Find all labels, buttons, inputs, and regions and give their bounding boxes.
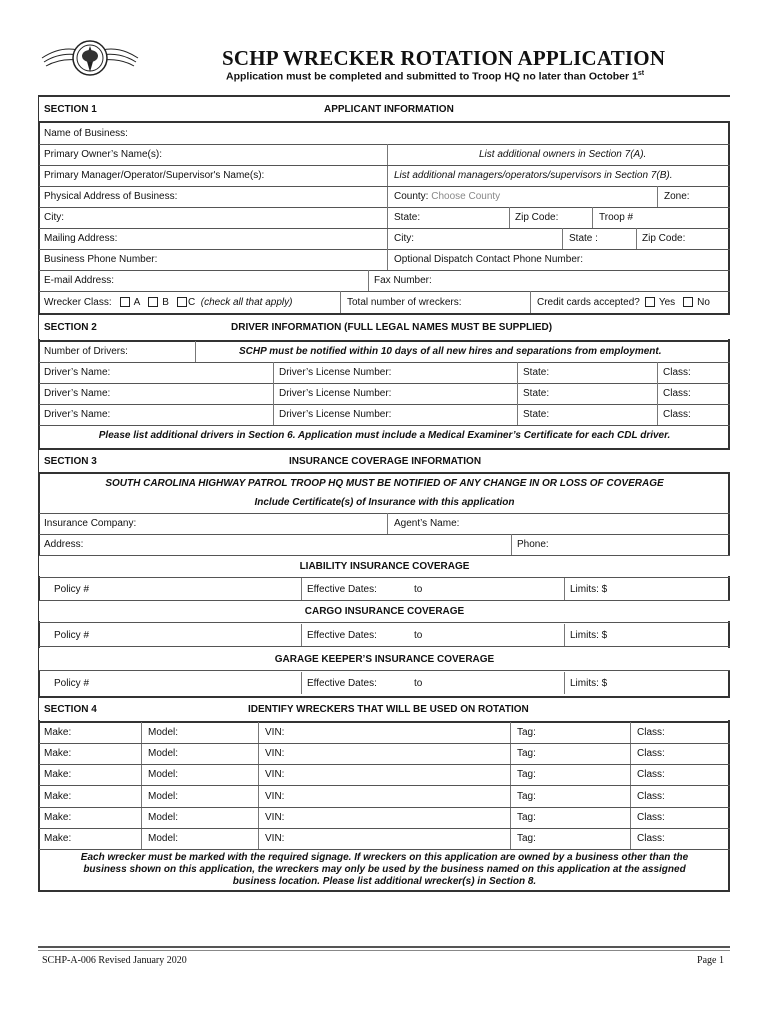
- section-1-header: [39, 97, 730, 121]
- model-field[interactable]: Model:: [148, 812, 179, 823]
- make-field[interactable]: Make:: [44, 812, 72, 823]
- fax-field[interactable]: Fax Number:: [374, 275, 432, 286]
- email-field[interactable]: E-mail Address:: [44, 275, 115, 286]
- wrecker-class-field[interactable]: Class:: [637, 727, 665, 738]
- wrecker-footer-note: Each wrecker must be marked with the required signage. If wreckers on this application are owned by a business other than the business shown on this application, the wreckers may only be used by the business named on this application at the assigned business location. Please list additional wrecker(s) in Section 8.: [80, 852, 689, 887]
- wrecker-class-row: [39, 291, 730, 313]
- manager-row: [39, 165, 730, 186]
- driver-class-field[interactable]: Class:: [663, 409, 691, 420]
- make-field[interactable]: Make:: [44, 790, 72, 802]
- page-number: Page 1: [697, 955, 724, 966]
- tag-field[interactable]: Tag:: [517, 727, 536, 738]
- zip-field[interactable]: Zip Code:: [515, 212, 559, 223]
- driver-row: [39, 362, 730, 383]
- footer-divider: [38, 950, 730, 951]
- model-field[interactable]: Model:: [148, 727, 179, 738]
- model-field[interactable]: Model:: [148, 748, 179, 759]
- mailing-state-field[interactable]: State :: [569, 233, 598, 244]
- credit-no-checkbox[interactable]: [683, 297, 693, 307]
- insurance-company-row: [39, 513, 730, 534]
- policy-field[interactable]: Policy #: [54, 629, 90, 641]
- dispatch-phone-field[interactable]: Optional Dispatch Contact Phone Number:: [394, 254, 583, 265]
- tag-field[interactable]: Tag:: [517, 748, 536, 759]
- wrecker-row: [39, 722, 730, 743]
- insurance-company-field[interactable]: Insurance Company:: [44, 518, 137, 529]
- effective-dates-field[interactable]: Effective Dates:: [307, 629, 377, 641]
- wrecker-class-field[interactable]: Class:: [637, 748, 665, 759]
- make-field[interactable]: Make:: [44, 748, 72, 759]
- section-label: SECTION 1: [44, 103, 97, 115]
- city-row: [39, 207, 730, 228]
- insurance-phone-field[interactable]: Phone:: [517, 539, 549, 550]
- model-field[interactable]: Model:: [148, 769, 179, 780]
- mailing-address-field[interactable]: Mailing Address:: [44, 233, 118, 244]
- driver-state-field[interactable]: State:: [523, 388, 550, 399]
- limits-field[interactable]: Limits: $: [570, 677, 608, 689]
- section-label: SECTION 3: [44, 455, 97, 467]
- vin-field[interactable]: VIN:: [265, 833, 285, 844]
- wrecker-class-field[interactable]: Class:: [637, 812, 665, 823]
- driver-notice: SCHP must be notified within 10 days of all new hires and separations from employment.: [239, 346, 662, 357]
- mailing-zip-field[interactable]: Zip Code:: [642, 233, 686, 244]
- business-phone-field[interactable]: Business Phone Number:: [44, 254, 158, 265]
- tag-field[interactable]: Tag:: [517, 812, 536, 823]
- vin-field[interactable]: VIN:: [265, 769, 285, 780]
- manager-names-field[interactable]: Primary Manager/Operator/Supervisor's Name(s):: [44, 170, 265, 181]
- model-field[interactable]: Model:: [148, 790, 179, 802]
- insurance-address-row: [39, 534, 730, 555]
- limits-field[interactable]: Limits: $: [570, 629, 608, 641]
- mailing-row: [39, 228, 730, 249]
- footer-divider: [38, 946, 730, 948]
- driver-footer-note: Please list additional drivers in Section 6. Application must include a Medical Examiner’s Certificate for each CDL driver.: [98, 430, 671, 441]
- to-label: to: [414, 629, 423, 641]
- driver-state-field[interactable]: State:: [523, 367, 550, 378]
- owner-row: [39, 144, 730, 165]
- license-field[interactable]: Driver’s License Number:: [279, 409, 392, 420]
- total-wreckers-field[interactable]: Total number of wreckers:: [347, 296, 462, 308]
- phone-row: [39, 249, 730, 270]
- vin-field[interactable]: VIN:: [265, 790, 285, 802]
- business-name-row[interactable]: [39, 123, 730, 144]
- troop-field[interactable]: Troop #: [599, 212, 634, 223]
- limits-field[interactable]: Limits: $: [570, 583, 608, 595]
- license-field[interactable]: Driver’s License Number:: [279, 367, 392, 378]
- section-heading: INSURANCE COVERAGE INFORMATION: [289, 455, 482, 467]
- tag-field[interactable]: Tag:: [517, 790, 536, 802]
- section-heading: DRIVER INFORMATION (FULL LEGAL NAMES MUST BE SUPPLIED): [231, 321, 553, 333]
- city-field[interactable]: City:: [44, 212, 64, 223]
- form-id: SCHP-A-006 Revised January 2020: [42, 955, 187, 966]
- driver-name-field[interactable]: Driver’s Name:: [44, 367, 111, 378]
- physical-address-field[interactable]: Physical Address of Business:: [44, 191, 178, 202]
- class-c-checkbox[interactable]: [177, 297, 187, 307]
- tag-field[interactable]: Tag:: [517, 769, 536, 780]
- wrecker-class-group: Wrecker Class: A B C (check all that apply): [44, 296, 293, 308]
- insurance-address-field[interactable]: Address:: [44, 539, 84, 550]
- vin-field[interactable]: VIN:: [265, 748, 285, 759]
- driver-row: [39, 404, 730, 425]
- tag-field[interactable]: Tag:: [517, 833, 536, 844]
- garage-heading: GARAGE KEEPER’S INSURANCE COVERAGE: [39, 648, 730, 670]
- wrecker-row: [39, 828, 730, 849]
- driver-row: [39, 383, 730, 404]
- zone-field[interactable]: Zone:: [664, 191, 690, 202]
- state-field[interactable]: State:: [394, 212, 421, 223]
- cargo-heading: CARGO INSURANCE COVERAGE: [39, 601, 730, 621]
- license-field[interactable]: Driver’s License Number:: [279, 388, 392, 399]
- driver-state-field[interactable]: State:: [523, 409, 550, 420]
- owner-names-field[interactable]: Primary Owner’s Name(s):: [44, 149, 162, 160]
- mailing-city-field[interactable]: City:: [394, 233, 414, 244]
- driver-name-field[interactable]: Driver’s Name:: [44, 409, 111, 420]
- vin-field[interactable]: VIN:: [265, 812, 285, 823]
- section-heading: IDENTIFY WRECKERS THAT WILL BE USED ON ROTATION: [248, 703, 529, 715]
- wrecker-class-field[interactable]: Class:: [637, 790, 665, 802]
- credit-cards-group: Credit cards accepted? Yes No: [537, 296, 710, 308]
- section-4-header: [39, 698, 730, 720]
- county-placeholder: Choose County: [431, 191, 501, 202]
- liability-policy-row: [39, 578, 730, 600]
- garage-policy-row: [39, 672, 730, 694]
- vin-field[interactable]: VIN:: [265, 727, 285, 738]
- owner-note: List additional owners in Section 7(A).: [479, 149, 647, 160]
- business-name-field[interactable]: Name of Business:: [44, 128, 128, 139]
- section-3-header: [39, 450, 730, 472]
- schp-logo: [40, 28, 140, 90]
- physical-address-row: [39, 186, 730, 207]
- certificate-notice: Include Certificate(s) of Insurance with this application: [254, 497, 515, 508]
- to-label: to: [414, 583, 423, 595]
- agent-name-field[interactable]: Agent’s Name:: [394, 518, 460, 529]
- submission-deadline: Application must be completed and submitted to Troop HQ no later than October 1st: [226, 70, 645, 83]
- wrecker-row: [39, 764, 730, 785]
- manager-note: List additional managers/operators/supervisors in Section 7(B).: [394, 170, 673, 181]
- class-b-checkbox[interactable]: [148, 297, 158, 307]
- to-label: to: [414, 677, 423, 689]
- liability-heading: LIABILITY INSURANCE COVERAGE: [39, 556, 730, 576]
- county-select[interactable]: County: Choose County: [394, 191, 501, 202]
- page-title: SCHP WRECKER ROTATION APPLICATION: [222, 46, 666, 70]
- effective-dates-field[interactable]: Effective Dates:: [307, 677, 377, 689]
- section-heading: APPLICANT INFORMATION: [324, 103, 454, 115]
- make-field[interactable]: Make:: [44, 727, 72, 738]
- driver-name-field[interactable]: Driver’s Name:: [44, 388, 111, 399]
- section-label: SECTION 4: [44, 703, 97, 715]
- class-a-checkbox[interactable]: [120, 297, 130, 307]
- wrecker-row: [39, 785, 730, 807]
- num-drivers-row: [39, 341, 730, 362]
- cargo-policy-row: [39, 624, 730, 646]
- email-row: [39, 270, 730, 291]
- model-field[interactable]: Model:: [148, 833, 179, 844]
- policy-field[interactable]: Policy #: [54, 677, 90, 689]
- driver-class-field[interactable]: Class:: [663, 388, 691, 399]
- credit-yes-checkbox[interactable]: [645, 297, 655, 307]
- make-field[interactable]: Make:: [44, 833, 72, 844]
- wrecker-class-field[interactable]: Class:: [637, 833, 665, 844]
- wrecker-row: [39, 807, 730, 828]
- wrecker-class-field[interactable]: Class:: [637, 769, 665, 780]
- make-field[interactable]: Make:: [44, 769, 72, 780]
- section-2-header: [39, 315, 730, 339]
- class-note: (check all that apply): [200, 296, 293, 308]
- wrecker-row: [39, 743, 730, 764]
- effective-dates-field[interactable]: Effective Dates:: [307, 583, 377, 595]
- section-label: SECTION 2: [44, 321, 97, 333]
- num-drivers-field[interactable]: Number of Drivers:: [44, 346, 128, 357]
- driver-class-field[interactable]: Class:: [663, 367, 691, 378]
- insurance-notice: SOUTH CAROLINA HIGHWAY PATROL TROOP HQ MUST BE NOTIFIED OF ANY CHANGE IN OR LOSS OF COVERAGE: [105, 478, 664, 489]
- policy-field[interactable]: Policy #: [54, 583, 90, 595]
